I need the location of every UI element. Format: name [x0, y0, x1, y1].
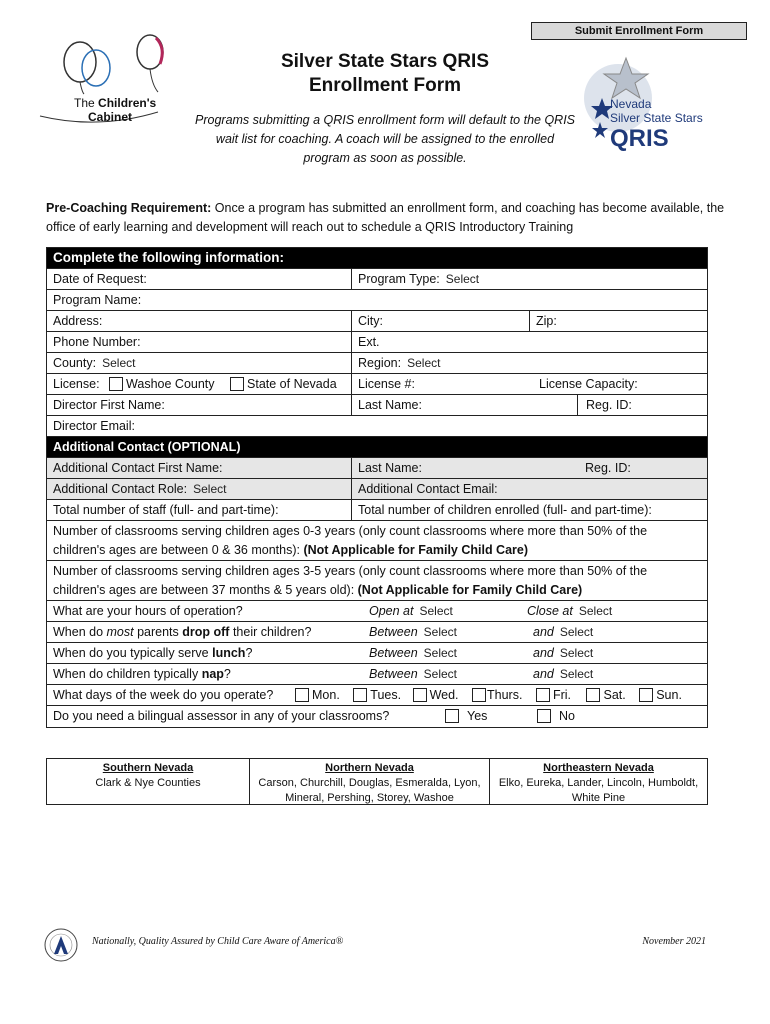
license-label: License:: [53, 377, 100, 391]
bilingual-yes-label: Yes: [467, 709, 488, 723]
friday-label: Fri.: [552, 688, 571, 702]
region-select[interactable]: Select: [407, 356, 441, 370]
nap-between-label: Between: [369, 667, 418, 681]
county-select[interactable]: Select: [102, 356, 136, 370]
region-southern-name: Southern Nevada: [102, 762, 194, 774]
row-director-name: [47, 395, 707, 416]
dropoff-start-select[interactable]: Select: [423, 625, 458, 639]
date-of-request-label: Date of Request:: [53, 272, 147, 286]
section-header-additional-contact: [47, 437, 707, 458]
additional-last-name-label: Last Name:: [358, 461, 422, 475]
qris-logo: [580, 52, 730, 152]
nap-q-part2: ?: [223, 667, 231, 681]
lunch-q-part2: ?: [245, 646, 253, 660]
row-days: [47, 685, 707, 706]
bilingual-no-label: No: [559, 709, 575, 723]
director-reg-id-label: Reg. ID:: [586, 398, 632, 412]
region-southern: [47, 759, 249, 804]
tuesday-label: Tues.: [370, 688, 402, 702]
thursday-label: Thurs.: [487, 688, 523, 702]
phone-field[interactable]: [47, 332, 351, 352]
additional-last-name-field[interactable]: [351, 458, 577, 478]
additional-first-name-field[interactable]: [47, 458, 351, 478]
dropoff-end: [527, 622, 707, 642]
open-at-label: Open at: [369, 604, 414, 618]
total-staff-label: Total number of staff (full- and part-time):: [53, 503, 279, 517]
precoaching-text: Once a program has submitted an enrollment form, and coaching has become available, the office of early learning and development will reach out to schedule a QRIS Introductory Training: [46, 201, 725, 234]
total-staff-field[interactable]: [47, 500, 351, 520]
lunch-question: [47, 643, 357, 663]
classrooms-3-5-label: Number of classrooms serving children ages 3-5 years (only count classrooms where more than 50% of the children's ages are between 37 months & 5 years old):: [53, 564, 648, 597]
region-southern-counties: Clark & Nye Counties: [95, 777, 201, 789]
qris-logo-silver: Silver State Stars: [610, 111, 703, 125]
section-title: Complete the following information:: [53, 250, 284, 265]
nap-and-label: and: [533, 667, 554, 681]
row-director-email: [47, 416, 707, 437]
program-name-label: Program Name:: [53, 293, 142, 307]
saturday-label: Sat.: [603, 688, 626, 702]
director-last-name-field[interactable]: [351, 395, 577, 415]
childrens-cabinet-logo: [38, 30, 188, 130]
saturday-checkbox[interactable]: [586, 688, 600, 702]
tuesday-checkbox[interactable]: [353, 688, 367, 702]
classrooms-0-3-note: (Not Applicable for Family Child Care): [303, 543, 529, 557]
hours-question: What are your hours of operation?: [53, 604, 243, 618]
region-northern-counties: Carson, Churchill, Douglas, Esmeralda, Lyon, Mineral, Pershing, Storey, Washoe: [258, 777, 481, 804]
washoe-county-checkbox[interactable]: [109, 377, 123, 391]
row-totals: [47, 500, 707, 521]
director-first-name-field[interactable]: [47, 395, 351, 415]
director-email-field[interactable]: [47, 416, 707, 436]
dropoff-q-part2: parents: [133, 625, 183, 639]
ext-label: Ext.: [358, 335, 380, 349]
director-email-label: Director Email:: [53, 419, 135, 433]
precoaching-requirement: [46, 199, 736, 237]
program-type-select[interactable]: Select: [445, 272, 480, 286]
row-dropoff: [47, 622, 707, 643]
region-northeastern-counties: Elko, Eureka, Lander, Lincoln, Humboldt, White Pine: [498, 777, 699, 804]
ext-field[interactable]: [351, 332, 707, 352]
zip-label: Zip:: [536, 314, 557, 328]
wednesday-checkbox[interactable]: [413, 688, 427, 702]
close-at-label: Close at: [527, 604, 573, 618]
zip-field[interactable]: [529, 311, 707, 331]
lunch-start: [363, 643, 523, 663]
footer-date: November 2021: [642, 936, 706, 947]
section-header-complete-info: [47, 248, 707, 269]
bilingual-no: [531, 706, 651, 727]
city-label: City:: [358, 314, 383, 328]
classrooms-3-5-note: (Not Applicable for Family Child Care): [357, 583, 583, 597]
region-field: [351, 353, 707, 373]
monday-checkbox[interactable]: [295, 688, 309, 702]
region-northeastern-name: Northeastern Nevada: [543, 762, 654, 774]
sunday-checkbox[interactable]: [639, 688, 653, 702]
dropoff-between-label: Between: [369, 625, 418, 639]
additional-contact-title: Additional Contact (OPTIONAL): [53, 440, 241, 454]
wednesday-label: Wed.: [429, 688, 459, 702]
dropoff-q-part1: When do: [53, 625, 107, 639]
logo-the-text: The: [74, 96, 95, 110]
dropoff-end-select[interactable]: Select: [559, 625, 594, 639]
region-northern-name: Northern Nevada: [325, 762, 414, 774]
close-at-select[interactable]: Select: [578, 604, 613, 618]
row-bilingual: [47, 706, 707, 727]
hours-close: [521, 601, 707, 621]
additional-role-select[interactable]: Select: [193, 482, 227, 496]
region-label: Region:: [358, 356, 402, 370]
logo-cabinet-text: Cabinet: [88, 110, 133, 124]
nap-q-part1: When do children typically: [53, 667, 202, 681]
friday-checkbox[interactable]: [536, 688, 550, 702]
precoaching-label: Pre-Coaching Requirement:: [46, 201, 212, 215]
lunch-q-part1: When do you typically serve: [53, 646, 213, 660]
classrooms-3-5-field[interactable]: [47, 561, 707, 600]
logo-childrens-text: Children's: [98, 96, 157, 110]
title-line2: Enrollment Form: [308, 75, 461, 96]
lunch-end-select[interactable]: Select: [559, 646, 594, 660]
license-field: [47, 374, 351, 394]
dropoff-start: [363, 622, 523, 642]
washoe-county-label: Washoe County: [126, 377, 215, 391]
county-label: County:: [53, 356, 97, 370]
lunch-start-select[interactable]: Select: [423, 646, 458, 660]
license-capacity-label: License Capacity:: [539, 377, 638, 391]
row-additional-contact-name: [47, 458, 707, 479]
monday-label: Mon.: [312, 688, 340, 702]
lunch-between-label: Between: [369, 646, 418, 660]
dropoff-question: [47, 622, 357, 642]
bilingual-yes-checkbox[interactable]: [445, 709, 459, 723]
lunch-and-label: and: [533, 646, 554, 660]
row-address: [47, 311, 707, 332]
additional-email-label: Additional Contact Email:: [358, 482, 498, 496]
submit-enrollment-button[interactable]: Submit Enrollment Form: [531, 22, 747, 40]
nap-end-select[interactable]: Select: [559, 667, 594, 681]
hours-open: [363, 601, 523, 621]
nap-question: [47, 664, 357, 684]
days-options: [295, 685, 715, 705]
license-capacity-field[interactable]: [529, 374, 707, 394]
additional-reg-id-field[interactable]: [577, 458, 707, 478]
state-nevada-checkbox[interactable]: [230, 377, 244, 391]
row-classrooms-0-3: [47, 521, 707, 561]
row-program-name: [47, 290, 707, 311]
lunch-q-bold: lunch: [212, 646, 246, 660]
county-field: [47, 353, 351, 373]
additional-role-label: Additional Contact Role:: [53, 482, 188, 496]
row-date-program-type: [47, 269, 707, 290]
days-question: What days of the week do you operate?: [53, 688, 274, 702]
region-northeastern: [489, 759, 707, 804]
row-additional-contact-role: [47, 479, 707, 500]
license-number-label: License #:: [358, 377, 415, 391]
state-nevada-label: State of Nevada: [247, 377, 337, 391]
dropoff-q-part3: their children?: [229, 625, 312, 639]
qris-logo-nevada: Nevada: [610, 97, 652, 111]
additional-first-name-label: Additional Contact First Name:: [53, 461, 223, 475]
classrooms-0-3-label: Number of classrooms serving children ages 0-3 years (only count classrooms where more than 50% of the children's ages are between 0 & 36 months):: [53, 524, 648, 557]
director-last-name-label: Last Name:: [358, 398, 422, 412]
row-county-region: [47, 353, 707, 374]
additional-email-field[interactable]: [351, 479, 707, 499]
region-northern: [249, 759, 489, 804]
director-first-name-label: Director First Name:: [53, 398, 165, 412]
qris-logo-qris: QRIS: [610, 125, 669, 152]
nap-start: [363, 664, 523, 684]
director-reg-id-field[interactable]: [577, 395, 707, 415]
open-at-select[interactable]: Select: [419, 604, 453, 618]
dropoff-and-label: and: [533, 625, 554, 639]
additional-role-field: [47, 479, 351, 499]
child-care-aware-logo: [44, 928, 78, 962]
nap-end: [527, 664, 707, 684]
dropoff-q-bold: drop off: [182, 625, 230, 639]
total-children-label: Total number of children enrolled (full- and part-time):: [358, 503, 652, 517]
row-hours: [47, 601, 707, 622]
nap-q-bold: nap: [201, 667, 224, 681]
sunday-label: Sun.: [656, 688, 682, 702]
program-type-field: [351, 269, 707, 289]
bilingual-no-checkbox[interactable]: [537, 709, 551, 723]
page-title: [230, 50, 540, 98]
thursday-checkbox[interactable]: [472, 688, 486, 702]
regions-table: [46, 758, 708, 805]
address-label: Address:: [53, 314, 103, 328]
footer-accreditation: Nationally, Quality Assured by Child Care Aware of America®: [92, 936, 344, 947]
dropoff-q-most: most: [106, 625, 134, 639]
program-name-field[interactable]: [47, 290, 707, 310]
page-subtitle: Programs submitting a QRIS enrollment form will default to the QRIS wait list for coaching. A coach will be assigned to the enrolled program as soon as possible.: [195, 113, 576, 165]
address-field[interactable]: [47, 311, 351, 331]
additional-reg-id-label: Reg. ID:: [585, 461, 631, 475]
phone-label: Phone Number:: [53, 335, 141, 349]
row-classrooms-3-5: [47, 561, 707, 601]
title-line1: Silver State Stars QRIS: [280, 51, 490, 72]
row-license: [47, 374, 707, 395]
classrooms-0-3-field[interactable]: [47, 521, 707, 560]
program-type-label: Program Type:: [358, 272, 440, 286]
total-children-field[interactable]: [351, 500, 707, 520]
lunch-end: [527, 643, 707, 663]
enrollment-form-table: [46, 247, 708, 728]
city-field[interactable]: [351, 311, 529, 331]
row-nap: [47, 664, 707, 685]
bilingual-question: Do you need a bilingual assessor in any of your classrooms?: [53, 709, 390, 723]
nap-start-select[interactable]: Select: [423, 667, 458, 681]
date-of-request-field[interactable]: [47, 269, 351, 289]
row-lunch: [47, 643, 707, 664]
license-number-field[interactable]: [351, 374, 529, 394]
row-phone: [47, 332, 707, 353]
